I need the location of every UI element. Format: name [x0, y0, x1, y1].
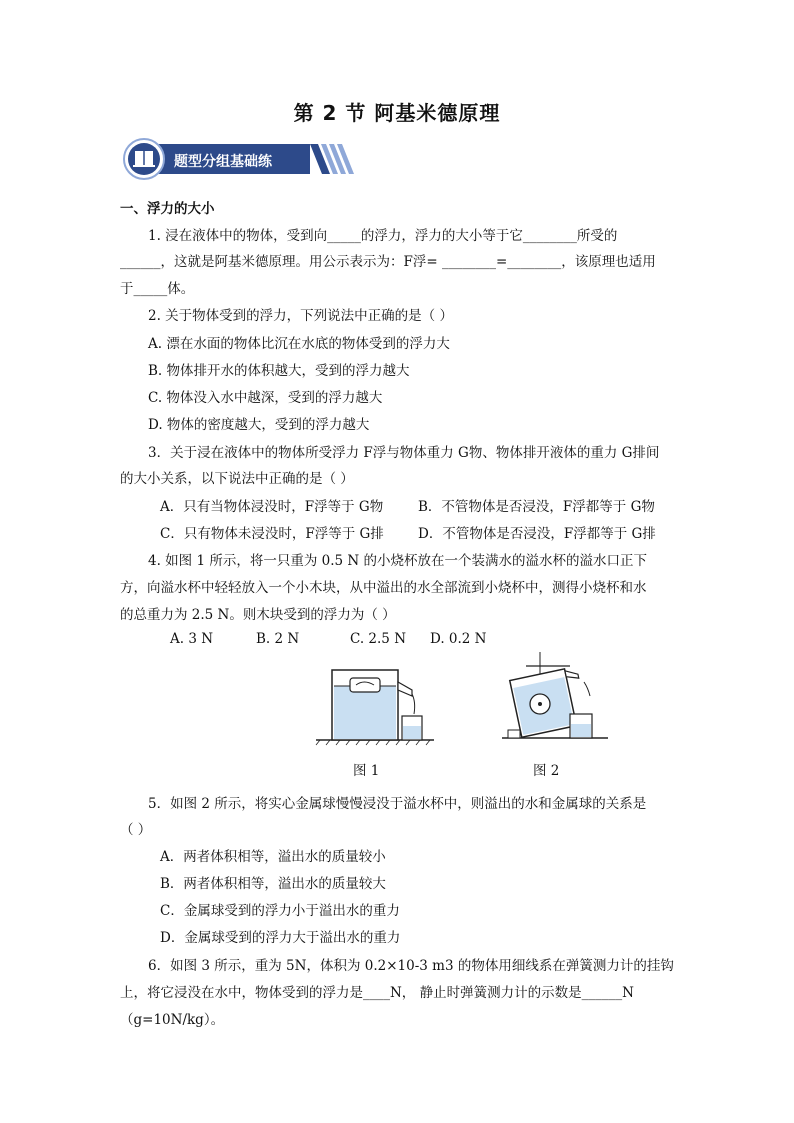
q4-option-c: C. 2.5 N — [350, 631, 407, 647]
q3-line1: 3．关于浸在液体中的物体所受浮力 F浮与物体重力 G物、物体排开液体的重力 G排间 — [148, 445, 660, 461]
q2-option-c: C. 物体没入水中越深，受到的浮力越大 — [148, 390, 383, 406]
q4-line1: 4. 如图 1 所示，将一只重为 0.5 N 的小烧杯放在一个装满水的溢水杯的溢水口正下 — [148, 553, 647, 569]
q5-option-d: D．金属球受到的浮力大于溢出水的重力 — [160, 930, 401, 946]
q1-line2: ______，这就是阿基米德原理。用公示表示为：F浮= ________=________，该原理也适用 — [120, 254, 656, 270]
q6-line3: （g=10N/kg）。 — [120, 1012, 225, 1028]
section-banner — [118, 138, 358, 180]
q6-line1: 6．如图 3 所示，重为 5N，体积为 0.2×10-3 m3 的物体用细线系在弹簧测力计的挂钩 — [148, 958, 674, 974]
q4-option-a: A. 3 N — [170, 631, 214, 647]
q6-line2: 上，将它浸没在水中，物体受到的浮力是____N， 静止时弹簧测力计的示数是______N — [120, 985, 634, 1001]
q3-line2: 的大小关系，以下说法中正确的是（ ） — [120, 471, 354, 487]
q5-line1: 5．如图 2 所示，将实心金属球慢慢浸没于溢水杯中，则溢出的水和金属球的关系是 — [148, 796, 647, 812]
q4-option-b: B. 2 N — [256, 631, 300, 647]
book-icon — [133, 151, 155, 167]
q4-option-d: D. 0.2 N — [430, 631, 487, 647]
q5-option-b: B．两者体积相等，溢出水的质量较大 — [160, 876, 386, 892]
q5-line2: （ ） — [120, 822, 152, 838]
q2-option-a: A. 漂在水面的物体比沉在水底的物体受到的浮力大 — [148, 336, 450, 352]
q2-stem: 2. 关于物体受到的浮力，下列说法中正确的是（ ） — [148, 308, 453, 324]
q3-option-b: B．不管物体是否浸没，F浮都等于 G物 — [418, 499, 655, 515]
page-title: 第 2 节 阿基米德原理 — [293, 101, 501, 125]
q5-option-c: C．金属球受到的浮力小于溢出水的重力 — [160, 903, 400, 919]
q2-option-b: B. 物体排开水的体积越大，受到的浮力越大 — [148, 363, 410, 379]
q3-option-a: A．只有当物体浸没时，F浮等于 G物 — [160, 499, 384, 515]
q4-line3: 的总重力为 2.5 N。则木块受到的浮力为（ ） — [120, 607, 396, 623]
q5-option-a: A．两者体积相等，溢出水的质量较小 — [160, 849, 386, 865]
q1-line1: 1. 浸在液体中的物体，受到向_____的浮力，浮力的大小等于它________所受的 — [148, 228, 618, 244]
banner-label: 题型分组基础练 — [174, 154, 272, 170]
figure-1-overflow-cup — [312, 660, 437, 746]
section-heading: 一、浮力的大小 — [120, 201, 215, 217]
q3-option-d: D．不管物体是否浸没，F浮都等于 G排 — [418, 526, 656, 542]
figure-2-caption: 图 2 — [533, 763, 560, 779]
q4-line2: 方，向溢水杯中轻轻放入一个小木块，从中溢出的水全部流到小烧杯中，测得小烧杯和水 — [120, 580, 647, 596]
q1-line3: 于_____体。 — [120, 281, 195, 297]
q2-option-d: D. 物体的密度越大，受到的浮力越大 — [148, 417, 370, 433]
q3-option-c: C．只有物体未浸没时，F浮等于 G排 — [160, 526, 384, 542]
figure-1-caption: 图 1 — [353, 763, 380, 779]
figure-2-metal-ball-cup — [500, 652, 610, 742]
